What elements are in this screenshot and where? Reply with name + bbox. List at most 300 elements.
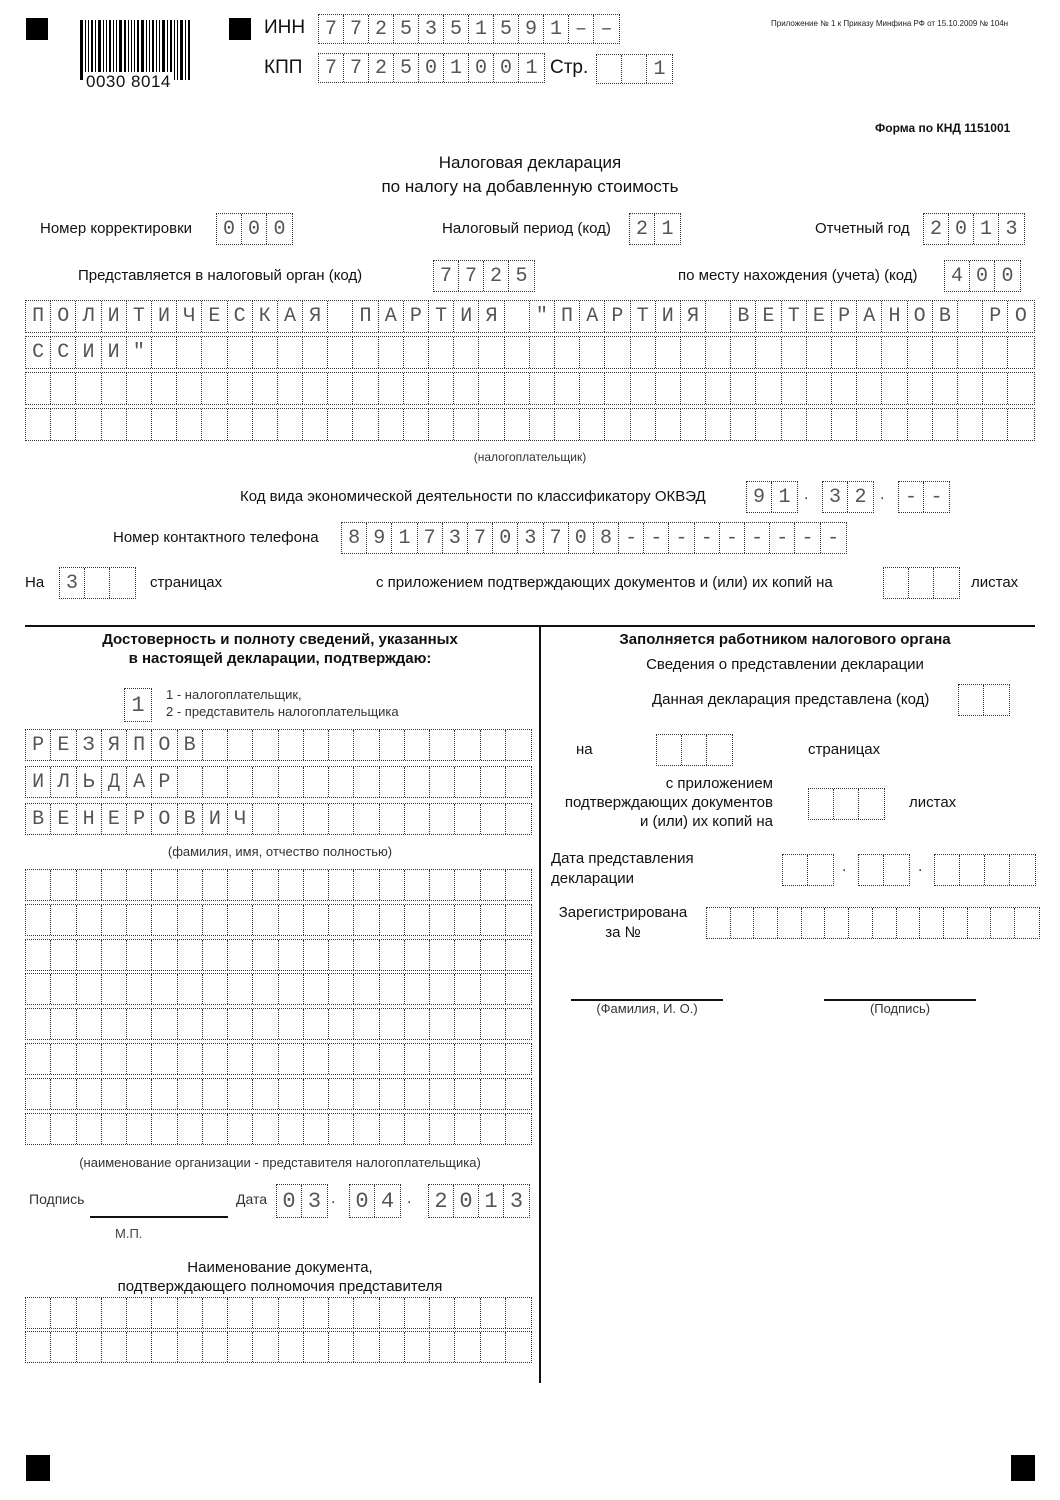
char-cell <box>178 1079 203 1109</box>
char-cell <box>555 337 580 368</box>
char-cell <box>430 940 455 970</box>
char-cell <box>430 905 455 935</box>
okved-separator-1: . <box>804 486 809 503</box>
char-cell: Л <box>76 301 101 332</box>
char-cell <box>455 905 480 935</box>
char-cell: 7 <box>468 523 493 553</box>
grid-row[interactable] <box>25 372 1035 405</box>
char-cell: П <box>353 301 378 332</box>
char-cell <box>354 870 379 900</box>
char-cell: 2 <box>369 15 394 43</box>
char-cell <box>380 730 405 760</box>
char-cell <box>380 1298 405 1328</box>
char-cell: 3 <box>1005 217 1018 241</box>
grid-row[interactable] <box>25 1043 532 1075</box>
char-cell: 9 <box>519 15 544 43</box>
char-cell <box>253 1114 278 1144</box>
char-cell <box>329 1079 354 1109</box>
char-cell: С <box>51 337 76 368</box>
char-cell: И <box>26 767 51 797</box>
authority-document-heading-line-1: Наименование документа, <box>187 1259 373 1276</box>
char-cell <box>304 1114 329 1144</box>
char-cell <box>329 804 354 834</box>
submission-info-subheading: Сведения о представлении декларации <box>646 656 924 673</box>
char-cell: А <box>278 301 303 332</box>
char-cell <box>430 1009 455 1039</box>
char-cell <box>731 409 756 440</box>
barcode <box>76 20 196 92</box>
grid-row[interactable] <box>25 1008 532 1040</box>
char-cell: - <box>930 485 943 509</box>
char-cell: Т <box>631 301 656 332</box>
signer-name-caption: (фамилия, имя, отчество полностью) <box>167 844 393 859</box>
char-cell <box>984 685 1009 715</box>
char-cell <box>380 870 405 900</box>
char-cell <box>1008 337 1033 368</box>
char-cell <box>754 908 778 938</box>
grid-row[interactable] <box>25 1078 532 1110</box>
char-cell <box>958 409 983 440</box>
phone-field[interactable] <box>341 522 847 554</box>
char-cell <box>279 870 304 900</box>
char-cell <box>430 1332 455 1362</box>
signing-date-year[interactable] <box>428 1184 530 1218</box>
char-cell <box>908 409 933 440</box>
char-cell <box>279 730 304 760</box>
char-cell <box>455 974 480 1004</box>
okved-field-part-1[interactable] <box>746 481 798 513</box>
char-cell <box>379 373 404 404</box>
char-cell <box>51 905 76 935</box>
char-cell <box>177 373 202 404</box>
char-cell: Т <box>782 301 807 332</box>
char-cell: Е <box>51 804 76 834</box>
char-cell <box>152 1114 177 1144</box>
registration-marker-top-mid <box>229 18 251 40</box>
signature-line[interactable] <box>90 1216 228 1218</box>
authority-document-heading <box>25 1258 535 1296</box>
char-cell <box>825 908 849 938</box>
registration-number-field[interactable] <box>706 907 1040 939</box>
char-cell <box>429 373 454 404</box>
attachments-suffix: листах <box>971 574 1019 591</box>
confirmation-heading <box>25 630 535 668</box>
char-cell <box>908 337 933 368</box>
char-cell <box>783 855 808 885</box>
char-cell: 0 <box>277 1185 302 1217</box>
char-cell <box>481 767 506 797</box>
char-cell <box>405 1332 430 1362</box>
grid-row[interactable] <box>25 869 532 901</box>
okved-field-part-2[interactable] <box>822 481 874 513</box>
char-cell <box>152 337 177 368</box>
char-cell: 0 <box>1001 264 1014 288</box>
char-cell: 2 <box>924 214 949 244</box>
signing-date-month[interactable] <box>349 1184 401 1218</box>
officer-signature-caption: (Подпись) <box>869 1001 931 1016</box>
char-cell: Т <box>429 301 454 332</box>
char-cell <box>77 1044 102 1074</box>
char-cell: О <box>908 301 933 332</box>
char-cell <box>505 337 530 368</box>
char-cell: 3 <box>509 1188 524 1214</box>
char-cell: 4 <box>380 1188 395 1214</box>
char-cell <box>580 409 605 440</box>
char-cell <box>26 409 51 440</box>
char-cell <box>506 1298 531 1328</box>
submitted-code-label: Данная декларация представлена (код) <box>652 691 930 708</box>
char-cell: Р <box>983 301 1008 332</box>
char-cell <box>897 908 921 938</box>
char-cell: Р <box>832 301 857 332</box>
char-cell: Е <box>756 301 781 332</box>
char-cell <box>253 940 278 970</box>
report-year-field[interactable] <box>923 213 1025 245</box>
char-cell <box>506 974 531 1004</box>
char-cell <box>454 373 479 404</box>
char-cell <box>506 1009 531 1039</box>
char-cell <box>304 870 329 900</box>
char-cell <box>51 870 76 900</box>
char-cell <box>778 908 802 938</box>
char-cell: 7 <box>434 261 459 291</box>
char-cell <box>329 1298 354 1328</box>
char-cell <box>405 940 430 970</box>
char-cell <box>859 789 884 819</box>
char-cell <box>102 974 127 1004</box>
tax-period-field[interactable] <box>629 213 681 245</box>
char-cell <box>202 409 227 440</box>
char-cell: 3 <box>823 482 848 512</box>
char-cell <box>152 1298 177 1328</box>
char-cell <box>102 1332 127 1362</box>
char-cell <box>958 301 983 332</box>
char-cell <box>303 373 328 404</box>
char-cell <box>380 1332 405 1362</box>
char-cell: И <box>656 301 681 332</box>
char-cell <box>228 1079 253 1109</box>
document-title <box>300 151 760 199</box>
char-cell: И <box>102 337 127 368</box>
char-cell: Е <box>102 804 127 834</box>
char-cell <box>102 1009 127 1039</box>
char-cell <box>51 373 76 404</box>
char-cell <box>455 804 480 834</box>
grid-row[interactable] <box>25 336 1035 369</box>
grid-row[interactable] <box>25 1297 532 1329</box>
char-cell <box>26 373 51 404</box>
char-cell: 1 <box>661 217 674 241</box>
char-cell: Е <box>51 730 76 760</box>
char-cell <box>303 337 328 368</box>
char-cell <box>127 409 152 440</box>
char-cell <box>430 1114 455 1144</box>
char-cell <box>279 1044 304 1074</box>
char-cell <box>127 1114 152 1144</box>
char-cell: 0 <box>569 523 594 553</box>
char-cell <box>203 1332 228 1362</box>
char-cell <box>782 373 807 404</box>
char-cell <box>933 409 958 440</box>
char-cell <box>253 870 278 900</box>
char-cell: 7 <box>319 54 344 82</box>
char-cell <box>328 301 353 332</box>
correction-number-field[interactable] <box>216 213 293 245</box>
char-cell <box>26 1009 51 1039</box>
char-cell <box>455 940 480 970</box>
char-cell <box>782 337 807 368</box>
char-cell: 0 <box>350 1185 375 1217</box>
stamp-label: М.П. <box>115 1226 143 1241</box>
signer-type-field[interactable] <box>124 688 152 722</box>
char-cell: В <box>178 804 203 834</box>
char-cell <box>178 1298 203 1328</box>
char-cell: 9 <box>747 482 772 512</box>
char-cell: З <box>77 730 102 760</box>
page-number-field[interactable] <box>596 54 673 84</box>
char-cell <box>455 1114 480 1144</box>
char-cell <box>455 1298 480 1328</box>
char-cell <box>177 337 202 368</box>
char-cell <box>253 974 278 1004</box>
char-cell: 0 <box>242 214 267 244</box>
char-cell <box>455 1044 480 1074</box>
grid-row[interactable] <box>25 300 1035 333</box>
char-cell <box>26 1044 51 1074</box>
char-cell <box>127 1009 152 1039</box>
char-cell: П <box>555 301 580 332</box>
char-cell <box>782 409 807 440</box>
char-cell <box>455 767 480 797</box>
char-cell <box>884 568 909 598</box>
char-cell: 0 <box>217 214 242 244</box>
char-cell <box>51 1009 76 1039</box>
char-cell <box>253 767 278 797</box>
char-cell <box>152 373 177 404</box>
submission-date-label-line-2: декларации <box>551 870 634 887</box>
officer-pages-field[interactable] <box>656 734 733 766</box>
char-cell <box>857 337 882 368</box>
kpp-label: КПП <box>264 57 303 78</box>
char-cell <box>329 730 354 760</box>
pages-count-field[interactable] <box>59 567 136 599</box>
char-cell: 3 <box>419 15 444 43</box>
char-cell: А <box>127 767 152 797</box>
char-cell <box>506 870 531 900</box>
char-cell <box>481 1009 506 1039</box>
char-cell <box>253 373 278 404</box>
char-cell <box>329 1114 354 1144</box>
char-cell <box>935 855 960 885</box>
char-cell <box>178 870 203 900</box>
char-cell <box>304 905 329 935</box>
submission-date-year[interactable] <box>934 854 1036 886</box>
char-cell <box>353 373 378 404</box>
char-cell: 3 <box>443 523 468 553</box>
char-cell <box>430 767 455 797</box>
char-cell <box>127 940 152 970</box>
grid-row[interactable] <box>25 1113 532 1145</box>
char-cell: В <box>933 301 958 332</box>
char-cell <box>228 974 253 1004</box>
char-cell <box>808 855 833 885</box>
char-cell <box>380 1009 405 1039</box>
char-cell: 2 <box>484 261 509 291</box>
char-cell <box>429 409 454 440</box>
char-cell <box>203 1044 228 1074</box>
char-cell: 0 <box>493 523 518 553</box>
char-cell <box>77 1114 102 1144</box>
char-cell: – <box>600 17 613 41</box>
char-cell <box>279 940 304 970</box>
char-cell <box>228 905 253 935</box>
char-cell <box>454 409 479 440</box>
grid-row[interactable] <box>25 766 532 798</box>
location-code-field[interactable] <box>944 260 1021 292</box>
okved-field-part-3[interactable] <box>898 481 950 513</box>
char-cell: Р <box>26 730 51 760</box>
char-cell <box>479 337 504 368</box>
char-cell <box>404 337 429 368</box>
submission-date-day[interactable] <box>782 854 834 886</box>
char-cell <box>405 974 430 1004</box>
char-cell <box>983 409 1008 440</box>
char-cell <box>203 974 228 1004</box>
char-cell <box>279 1079 304 1109</box>
char-cell: 2 <box>854 485 867 509</box>
char-cell <box>228 409 253 440</box>
char-cell: 1 <box>974 214 999 244</box>
char-cell <box>51 1114 76 1144</box>
char-cell <box>380 1079 405 1109</box>
char-cell <box>278 337 303 368</box>
char-cell <box>26 870 51 900</box>
grid-row[interactable] <box>25 939 532 971</box>
kpp-field[interactable] <box>318 53 545 83</box>
tax-authority-field[interactable] <box>433 260 535 292</box>
submitted-code-field[interactable] <box>958 684 1010 716</box>
char-cell <box>304 1079 329 1109</box>
char-cell: П <box>127 730 152 760</box>
char-cell <box>102 1114 127 1144</box>
char-cell: И <box>152 301 177 332</box>
phone-label: Номер контактного телефона <box>113 529 319 546</box>
char-cell <box>454 337 479 368</box>
char-cell <box>1015 908 1039 938</box>
grid-row[interactable] <box>25 803 532 835</box>
char-cell <box>304 730 329 760</box>
officer-attach-line-3: и (или) их копий на <box>639 813 773 830</box>
char-cell: 5 <box>394 54 419 82</box>
char-cell <box>656 337 681 368</box>
char-cell <box>354 1044 379 1074</box>
char-cell: 0 <box>273 217 286 241</box>
char-cell <box>985 855 1010 885</box>
char-cell <box>76 373 101 404</box>
char-cell <box>77 974 102 1004</box>
char-cell <box>960 855 985 885</box>
char-cell <box>304 974 329 1004</box>
char-cell: - <box>695 523 720 553</box>
char-cell <box>203 940 228 970</box>
char-cell <box>756 373 781 404</box>
char-cell <box>102 905 127 935</box>
char-cell <box>354 1332 379 1362</box>
char-cell <box>203 1009 228 1039</box>
char-cell <box>178 1044 203 1074</box>
confirmation-heading-line-2: в настоящей декларации, подтверждаю: <box>128 650 432 667</box>
grid-row[interactable] <box>25 904 532 936</box>
officer-attachments-field[interactable] <box>808 788 885 820</box>
char-cell <box>26 905 51 935</box>
char-cell: 7 <box>459 261 484 291</box>
char-cell: К <box>253 301 278 332</box>
officer-attach-line-1: с приложением <box>665 775 773 792</box>
attachments-count-field[interactable] <box>883 567 960 599</box>
char-cell <box>178 1114 203 1144</box>
char-cell <box>597 55 622 83</box>
char-cell <box>202 337 227 368</box>
char-cell <box>657 735 682 765</box>
char-cell <box>430 1044 455 1074</box>
char-cell <box>328 409 353 440</box>
char-cell: 1 <box>479 1185 504 1217</box>
char-cell: И <box>76 337 101 368</box>
char-cell: - <box>669 523 694 553</box>
char-cell <box>228 870 253 900</box>
char-cell <box>506 1332 531 1362</box>
char-cell: Р <box>404 301 429 332</box>
inn-field[interactable] <box>318 14 620 44</box>
location-label: по месту нахождения (учета) (код) <box>678 267 918 284</box>
taxpayer-caption: (налогоплательщик) <box>473 450 587 464</box>
submission-date-month[interactable] <box>858 854 910 886</box>
char-cell: В <box>178 730 203 760</box>
char-cell <box>809 789 834 819</box>
char-cell: Л <box>51 767 76 797</box>
char-cell <box>26 1079 51 1109</box>
char-cell <box>555 409 580 440</box>
char-cell: Ч <box>228 804 253 834</box>
appendix-note: Приложение № 1 к Приказу Минфина РФ от 15.10.2009 № 104н <box>771 19 1009 28</box>
char-cell <box>127 870 152 900</box>
signing-date-day[interactable] <box>276 1184 328 1218</box>
char-cell <box>26 1332 51 1362</box>
char-cell <box>481 870 506 900</box>
char-cell: 8 <box>342 523 367 553</box>
char-cell: 2 <box>630 214 655 244</box>
char-cell <box>253 409 278 440</box>
okved-separator-2: . <box>880 486 885 503</box>
grid-row[interactable] <box>25 729 532 761</box>
char-cell <box>279 767 304 797</box>
char-cell <box>127 1298 152 1328</box>
char-cell: 8 <box>594 523 619 553</box>
char-cell <box>178 1009 203 1039</box>
char-cell <box>353 409 378 440</box>
grid-row[interactable] <box>25 1331 532 1363</box>
char-cell: 5 <box>494 15 519 43</box>
char-cell: И <box>102 301 127 332</box>
grid-row[interactable] <box>25 408 1035 441</box>
char-cell <box>102 373 127 404</box>
char-cell <box>505 301 530 332</box>
submission-date-separator-1: . <box>842 858 847 875</box>
grid-row[interactable] <box>25 973 532 1005</box>
registration-marker-bottom-right <box>1011 1455 1035 1481</box>
char-cell <box>354 804 379 834</box>
char-cell <box>430 730 455 760</box>
